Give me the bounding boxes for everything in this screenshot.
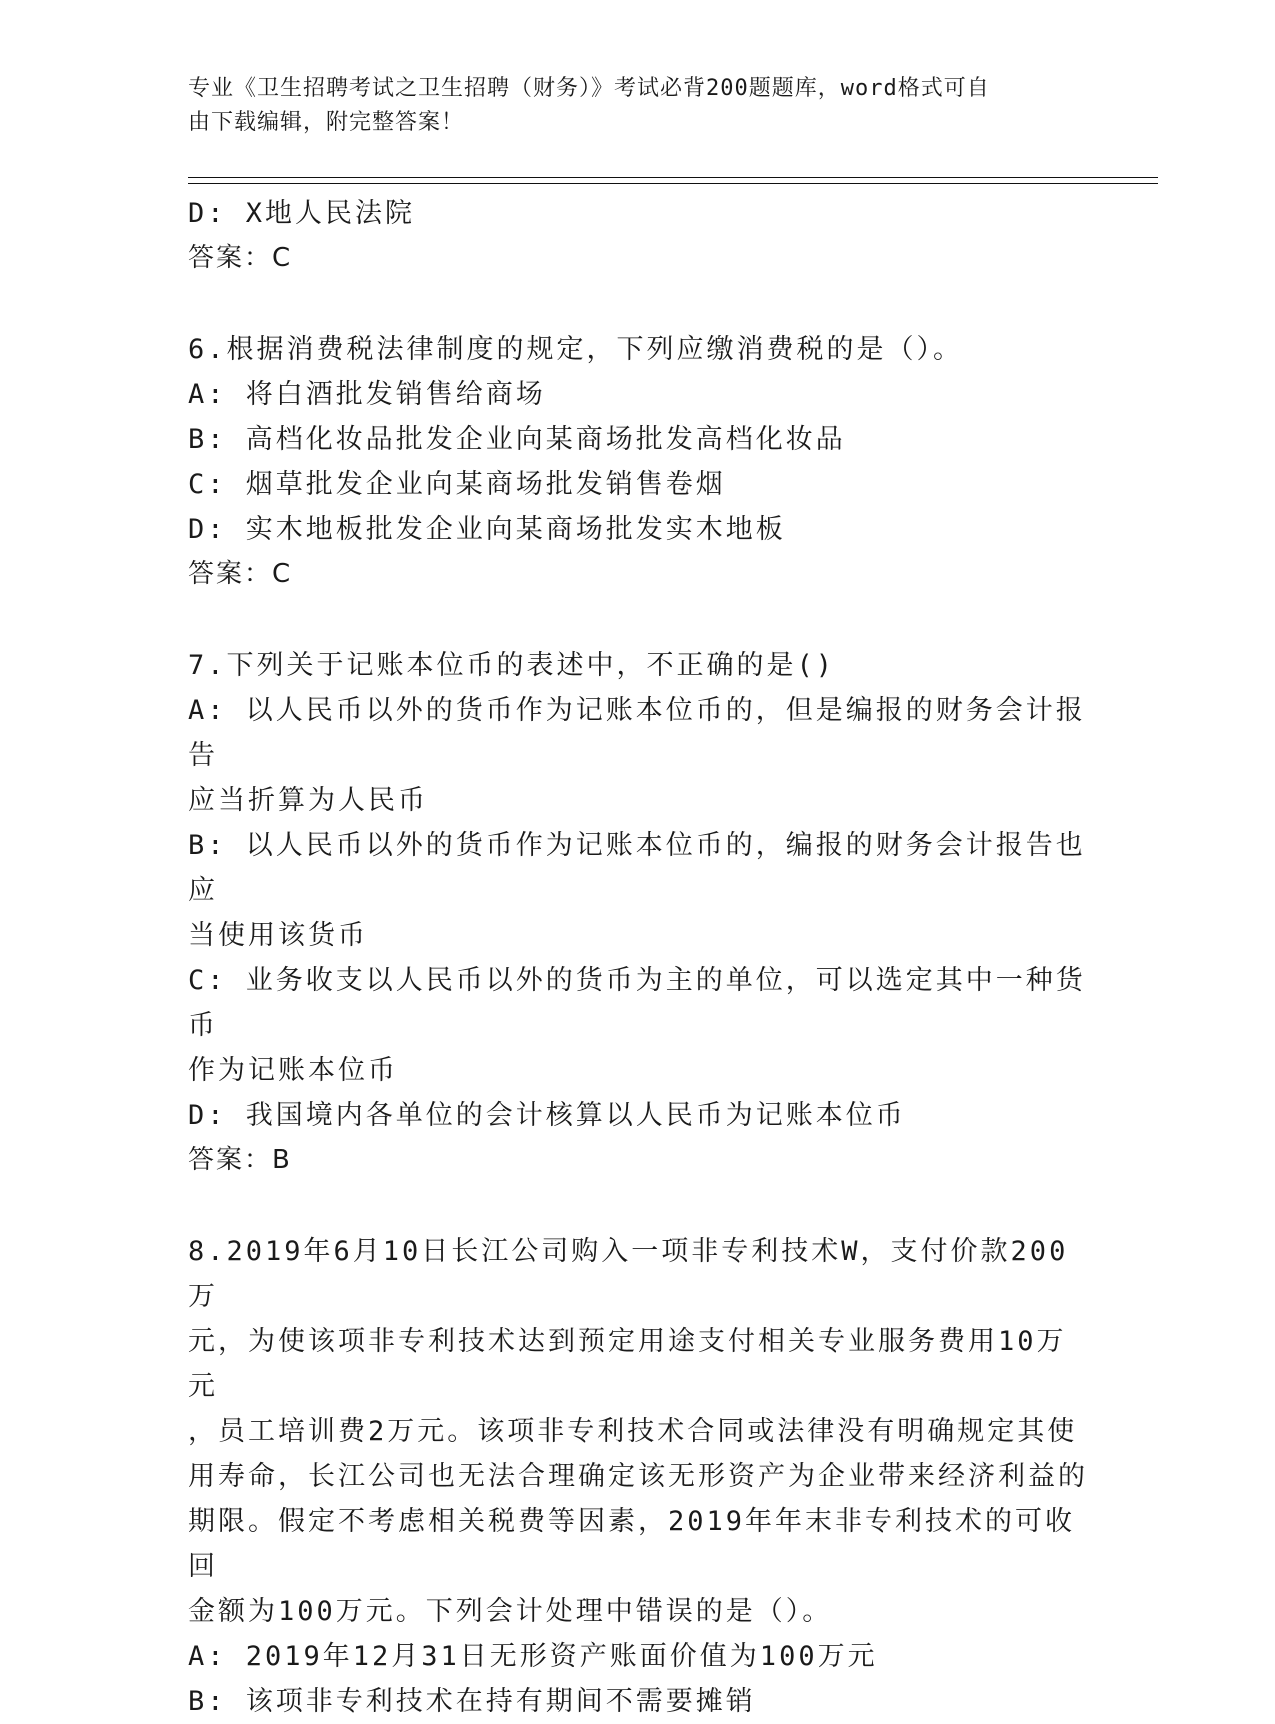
answer: 答案：C	[188, 559, 293, 589]
header-line: 由下载编辑，附完整答案！	[188, 110, 465, 135]
question-5-tail	[188, 191, 1088, 281]
spacer	[188, 281, 1088, 327]
question-stem-cont: 期限。假定不考虑相关税费等因素，2019年年末非专利技术的可收回	[188, 1506, 1076, 1582]
option-c-cont: 作为记账本位币	[188, 1055, 398, 1086]
option-a: A: 将白酒批发销售给商场	[188, 379, 546, 410]
answer: 答案：B	[188, 1145, 292, 1175]
question-7	[188, 643, 1088, 1183]
question-stem-cont: 元，为使该项非专利技术达到预定用途支付相关专业服务费用10万元	[188, 1326, 1067, 1402]
option-d: D: X地人民法院	[188, 198, 416, 229]
option-b: B: 高档化妆品批发企业向某商场批发高档化妆品	[188, 424, 846, 455]
option-a: A: 2019年12月31日无形资产账面价值为100万元	[188, 1641, 878, 1672]
option-d: D: 实木地板批发企业向某商场批发实木地板	[188, 514, 786, 545]
spacer	[188, 1183, 1088, 1229]
option-a: A: 以人民币以外的货币作为记账本位币的，但是编报的财务会计报告	[188, 695, 1086, 771]
option-c: C: 烟草批发企业向某商场批发销售卷烟	[188, 469, 726, 500]
question-stem: 7.下列关于记账本位币的表述中，不正确的是()	[188, 650, 836, 681]
spacer	[188, 597, 1088, 643]
question-stem-cont: 金额为100万元。下列会计处理中错误的是（）。	[188, 1596, 833, 1627]
option-d: D: 我国境内各单位的会计核算以人民币为记账本位币	[188, 1100, 906, 1131]
question-stem: 6.根据消费税法律制度的规定，下列应缴消费税的是（）。	[188, 334, 964, 365]
document-header	[188, 72, 1068, 140]
header-line: 专业《卫生招聘考试之卫生招聘（财务）》考试必背200题题库，word格式可自	[188, 76, 990, 101]
question-stem: 8.2019年6月10日长江公司购入一项非专利技术W，支付价款200万	[188, 1236, 1069, 1312]
option-b: B: 以人民币以外的货币作为记账本位币的，编报的财务会计报告也应	[188, 830, 1086, 906]
header-divider	[188, 177, 1158, 178]
option-c: C: 业务收支以人民币以外的货币为主的单位，可以选定其中一种货币	[188, 965, 1086, 1041]
question-stem-cont: 用寿命，长江公司也无法合理确定该无形资产为企业带来经济利益的	[188, 1461, 1088, 1492]
question-list	[188, 191, 1088, 1724]
option-b: B: 该项非专利技术在持有期间不需要摊销	[188, 1686, 756, 1717]
option-b-cont: 当使用该货币	[188, 920, 368, 951]
question-stem-cont: ，员工培训费2万元。该项非专利技术合同或法律没有明确规定其使	[188, 1416, 1078, 1447]
header-divider	[188, 183, 1158, 184]
option-a-cont: 应当折算为人民币	[188, 785, 428, 816]
answer: 答案：C	[188, 243, 293, 273]
question-6	[188, 327, 1088, 597]
